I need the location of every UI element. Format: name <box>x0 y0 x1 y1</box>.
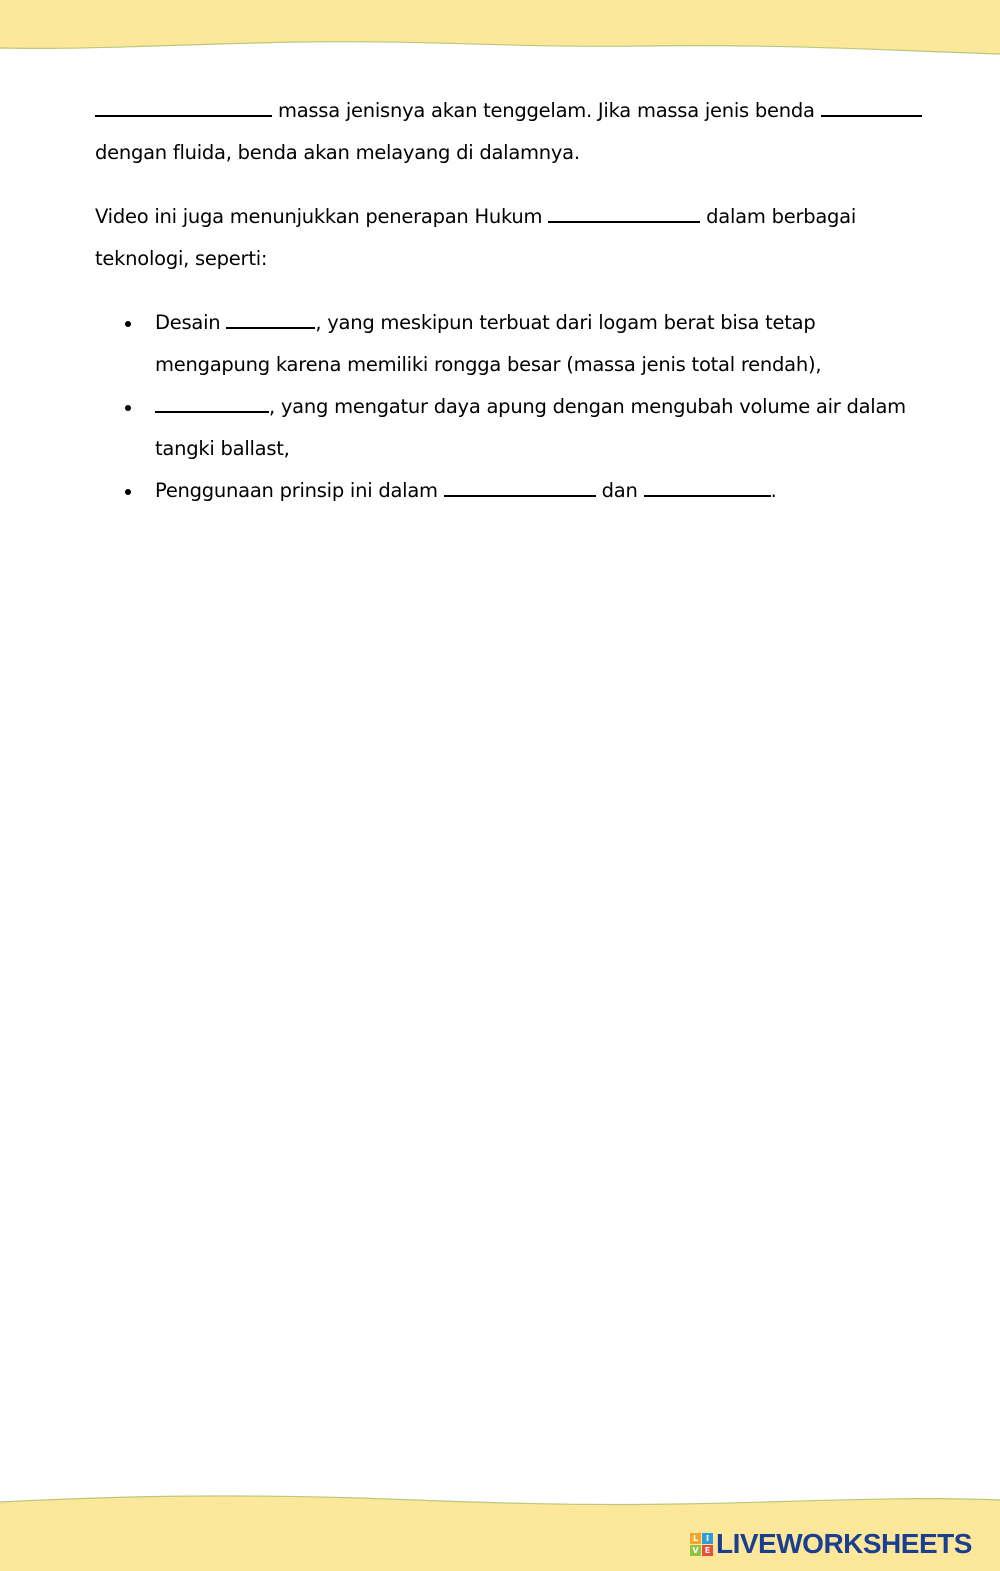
list-item-submarine <box>95 386 935 470</box>
answer-blank-4[interactable] <box>226 308 315 329</box>
top-wave-shape <box>0 0 1000 58</box>
paragraph-2 <box>95 196 935 280</box>
list-item-1-text-a: Desain <box>155 311 227 334</box>
paragraph-2-text-a: Video ini juga menunjukkan penerapan Hukum <box>95 205 549 228</box>
list-item-principle-usage <box>95 470 935 512</box>
answer-blank-5[interactable] <box>155 392 269 413</box>
answer-blank-6[interactable] <box>444 476 596 497</box>
technology-list <box>95 302 935 512</box>
liveworksheets-logo <box>690 1528 972 1560</box>
answer-blank-1[interactable] <box>95 96 272 117</box>
list-item-ship-design <box>95 302 935 386</box>
worksheet-content <box>95 90 935 512</box>
logo-block-l: L <box>690 1533 701 1544</box>
paragraph-1-text-b: dengan fluida, benda akan melayang di dalamnya. <box>95 141 580 164</box>
list-item-3-text-a: Penggunaan prinsip ini dalam <box>155 479 444 502</box>
list-item-3-text-b: dan <box>595 479 644 502</box>
answer-blank-7[interactable] <box>644 476 771 497</box>
paragraph-1 <box>95 90 935 174</box>
answer-blank-2[interactable] <box>821 96 922 117</box>
list-item-3-text-c: . <box>770 479 777 502</box>
logo-block-e: E <box>702 1545 713 1556</box>
logo-blocks-icon <box>690 1533 713 1556</box>
top-decorative-band <box>0 0 1000 58</box>
list-item-1-text-b: , yang meskipun terbuat dari logam berat bisa tetap mengapung karena memiliki rongga besar (massa jenis total rendah), <box>155 311 822 376</box>
logo-block-i: I <box>702 1533 713 1544</box>
logo-wordmark: LIVEWORKSHEETS <box>716 1528 972 1559</box>
answer-blank-3[interactable] <box>548 202 700 223</box>
paragraph-1-text-a: massa jenisnya akan tenggelam. Jika massa jenis benda <box>272 99 821 122</box>
paragraph-2-text-b: dalam berbagai teknologi, seperti: <box>95 205 857 270</box>
list-item-2-text: , yang mengatur daya apung dengan mengubah volume air dalam tangki ballast, <box>155 395 906 460</box>
logo-block-v: V <box>690 1545 701 1556</box>
